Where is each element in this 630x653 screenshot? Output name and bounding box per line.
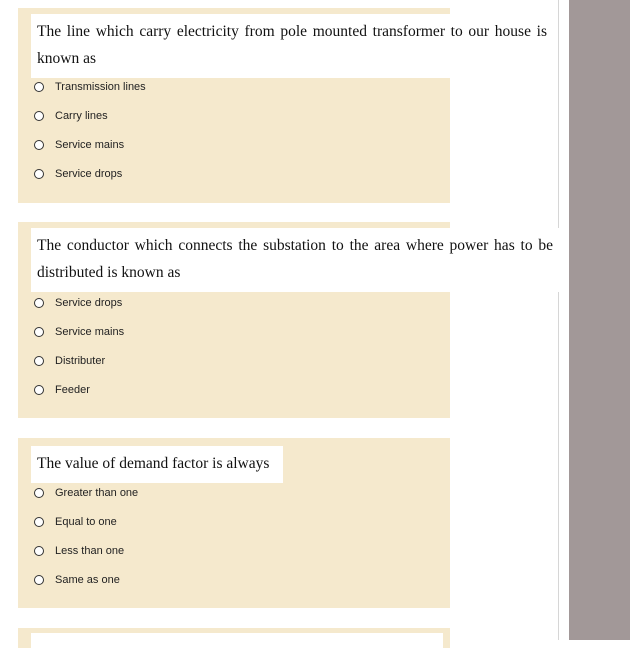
option-label: Greater than one	[55, 486, 139, 499]
option[interactable]	[34, 159, 146, 188]
option[interactable]	[34, 536, 138, 565]
radio-button[interactable]	[34, 575, 44, 585]
option-label: Less than one	[55, 544, 125, 557]
question-text: The line which carry electricity from pole mounted transformer to our house is known as	[31, 14, 553, 78]
option[interactable]	[34, 101, 146, 130]
radio-button[interactable]	[34, 488, 44, 498]
question-text-placeholder	[31, 633, 443, 653]
question-text: The conductor which connects the substation to the area where power has to be distributed is known as	[31, 228, 559, 292]
option[interactable]	[34, 375, 124, 404]
radio-button[interactable]	[34, 327, 44, 337]
option-label: Service mains	[55, 138, 125, 151]
options-list	[34, 288, 124, 404]
option-label: Service drops	[55, 296, 123, 309]
option-label: Service mains	[55, 325, 125, 338]
option[interactable]	[34, 130, 146, 159]
radio-button[interactable]	[34, 298, 44, 308]
side-panel	[569, 0, 630, 640]
option[interactable]	[34, 565, 138, 594]
question-text: The value of demand factor is always	[31, 446, 283, 483]
option-label: Same as one	[55, 573, 120, 586]
radio-button[interactable]	[34, 169, 44, 179]
option-label: Feeder	[55, 383, 90, 396]
question-card	[18, 8, 547, 203]
option[interactable]	[34, 317, 124, 346]
options-list	[34, 72, 146, 188]
radio-button[interactable]	[34, 356, 44, 366]
option-label: Equal to one	[55, 515, 117, 528]
question-card	[18, 222, 553, 418]
radio-button[interactable]	[34, 111, 44, 121]
option-label: Service drops	[55, 167, 123, 180]
option[interactable]	[34, 288, 124, 317]
radio-button[interactable]	[34, 517, 44, 527]
option[interactable]	[34, 346, 124, 375]
radio-button[interactable]	[34, 385, 44, 395]
question-card-partial	[18, 628, 450, 648]
option-label: Distributer	[55, 354, 106, 367]
question-card	[18, 438, 450, 608]
option[interactable]	[34, 478, 138, 507]
option[interactable]	[34, 507, 138, 536]
radio-button[interactable]	[34, 82, 44, 92]
radio-button[interactable]	[34, 546, 44, 556]
option-label: Carry lines	[55, 109, 108, 122]
option[interactable]	[34, 72, 146, 101]
radio-button[interactable]	[34, 140, 44, 150]
options-list	[34, 478, 138, 594]
option-label: Transmission lines	[55, 80, 146, 93]
